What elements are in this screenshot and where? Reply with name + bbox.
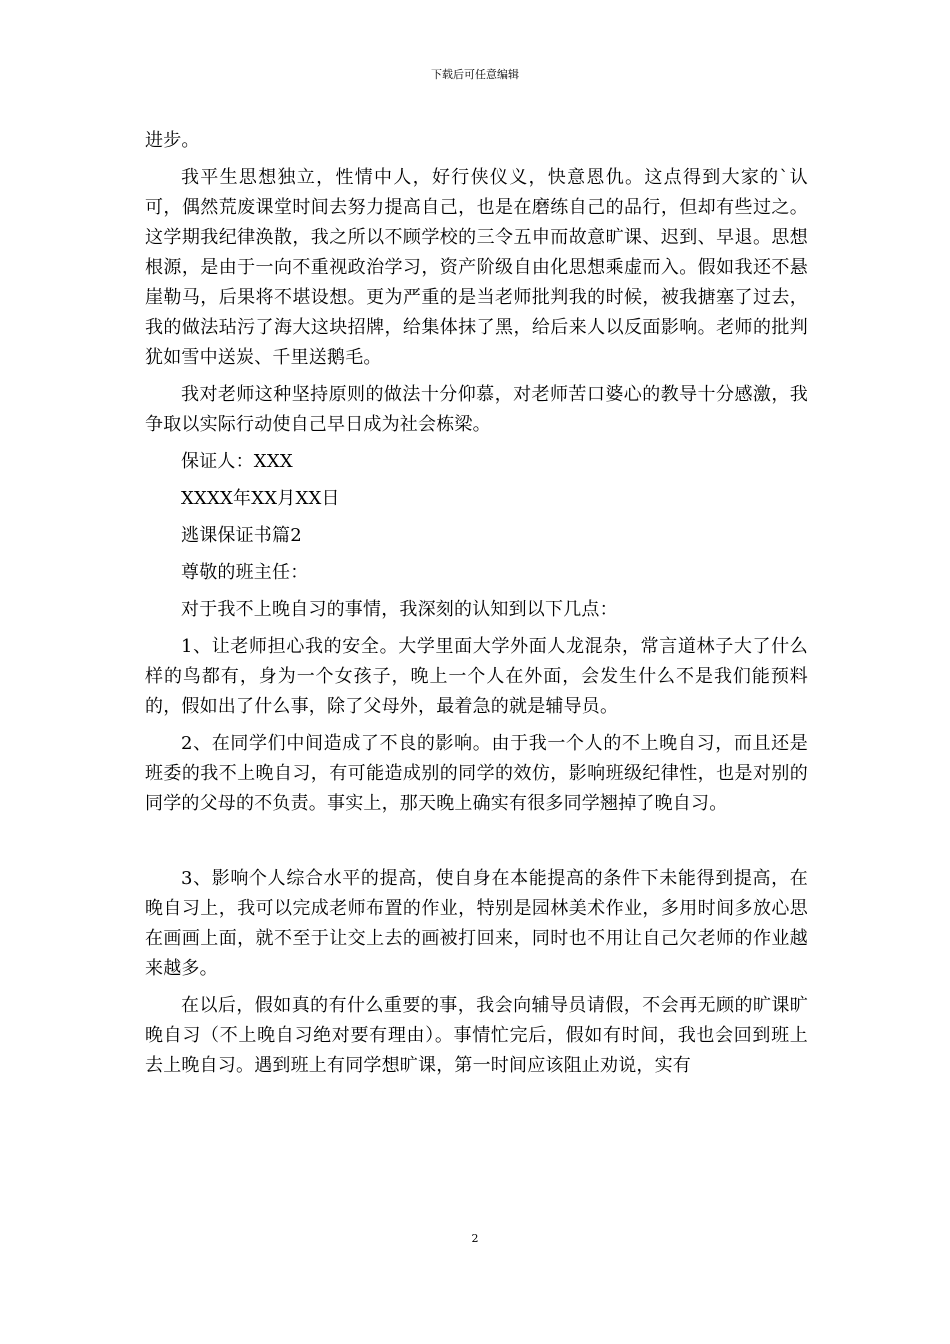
section-title: 逃课保证书篇2 xyxy=(181,525,302,546)
date-line: XXXX年XX月XX日 xyxy=(181,488,340,509)
point-1: 1、让老师担心我的安全。大学里面大学外面人龙混杂，常言道林子大了什么样的鸟都有，身为一个女孩子，晚上一个人在外面，会发生什么不是我们能预料的，假如出了什么事，除了父母外，最着急的就是辅导员。 xyxy=(145,636,808,717)
salutation: 尊敬的班主任： xyxy=(181,562,309,583)
page-number: 2 xyxy=(471,1232,479,1245)
paragraph-gratitude: 我对老师这种坚持原则的做法十分仰慕，对老师苦口婆心的教导十分感激，我争取以实际行动使自己早日成为社会栋梁。 xyxy=(145,384,808,435)
intro-line: 对于我不上晚自习的事情，我深刻的认知到以下几点： xyxy=(181,599,618,620)
page-header: 下载后可任意编辑 xyxy=(431,68,519,81)
paragraph-continuation: 进步。 xyxy=(145,130,200,151)
paragraph-future-plan: 在以后，假如真的有什么重要的事，我会向辅导员请假，不会再无顾的旷课旷晚自习（不上晚自习绝对要有理由）。事情忙完后，假如有时间，我也会回到班上去上晚自习。遇到班上有同学想旷课，第一时间应该阻止劝说，实有 xyxy=(145,995,808,1076)
document-body xyxy=(145,126,808,1088)
paragraph-self-reflection: 我平生思想独立，性情中人，好行侠仪义，快意恩仇。这点得到大家的`认可，偶然荒废课堂时间去努力提高自己，也是在磨练自己的品行，但却有些过之。这学期我纪律涣散，我之所以不顾学校的三令五申而故意旷课、迟到、早退。思想根源，是由于一向不重视政治学习，资产阶级自由化思想乘虚而入。假如我还不悬崖勒马，后果将不堪设想。更为严重的是当老师批判我的时候，被我搪塞了过去，我的做法玷污了海大这块招牌，给集体抹了黑，给后来人以反面影响。老师的批判犹如雪中送炭、千里送鹅毛。 xyxy=(145,167,808,368)
point-3: 3、影响个人综合水平的提高，使自身在本能提高的条件下未能得到提高，在晚自习上，我可以完成老师布置的作业，特别是园林美术作业，多用时间多放心思在画画上面，就不至于让交上去的画被打回来，同时也不用让自己欠老师的作业越来越多。 xyxy=(145,868,808,979)
point-2: 2、在同学们中间造成了不良的影响。由于我一个人的不上晚自习，而且还是班委的我不上晚自习，有可能造成别的同学的效仿，影响班级纪律性，也是对别的同学的父母的不负责。事实上，那天晚上确实有很多同学翘掉了晚自习。 xyxy=(145,733,808,814)
guarantor-line: 保证人：XXX xyxy=(181,451,293,472)
blank-line xyxy=(145,826,808,864)
